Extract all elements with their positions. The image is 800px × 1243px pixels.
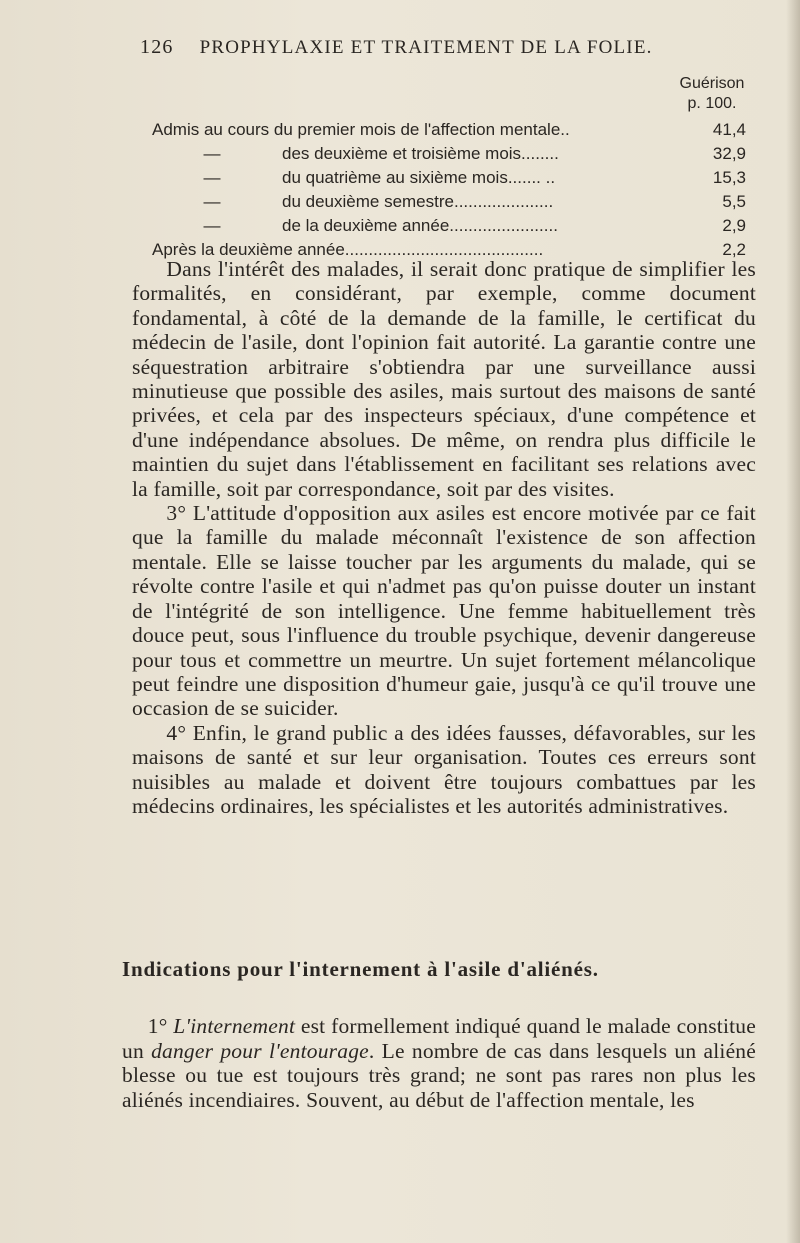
row-label: du quatrième au sixième mois....... .. — [282, 168, 556, 187]
text-run: est formellement indiqué quand le malade constitue un — [122, 1014, 756, 1063]
paragraph — [122, 1014, 756, 1112]
paragraph: Dans l'intérêt des malades, il serait donc pratique de simplifier les formalités, en considérant, par exemple, comme document fondamental, à côté de la demande de la famille, le certificat du médecin de l'asile, dont l'opinion fait autorité. La garantie contre une séquestration arbitraire s'obtiendra par une surveillance aussi minutieuse que possible des asiles, mais surtout des maisons de santé privées, et cela par des inspecteurs spéciaux, d'une compétence et d'une indépendance absolues. De même, on rendra plus difficile le maintien du sujet dans l'établissement en facilitant ses relations avec la famille, soit par correspondance, soit par des visites. — [132, 257, 756, 501]
page-number: 126 — [140, 36, 174, 58]
row-label: de la deuxième année....................... — [282, 216, 558, 235]
row-value: 2,2 — [722, 240, 746, 259]
row-value: 5,5 — [722, 192, 746, 211]
emphasis: L'internement — [173, 1014, 296, 1038]
row-label: du deuxième semestre..................... — [282, 192, 554, 211]
table-row — [152, 118, 746, 142]
running-title: PROPHYLAXIE ET TRAITEMENT DE LA FOLIE. — [199, 37, 653, 58]
text-run: . Le nombre de cas dans lesquels un aliéné blesse ou tue est toujours très grand; ne sont pas rares non plus les aliénés incendiaires. Souvent, au début de l'affection mentale, les — [122, 1038, 757, 1112]
row-value: 32,9 — [712, 144, 746, 163]
row-label: Admis au cours du premier mois de l'affection mentale.. — [152, 120, 570, 139]
section-heading: Indications pour l'internement à l'asile d'aliénés. — [122, 957, 599, 981]
table-row — [152, 190, 746, 214]
row-label: Après la deuxième année.......................................... — [152, 240, 544, 259]
section-text — [122, 1014, 756, 1112]
column-heading: Guérison — [679, 75, 745, 92]
row-dash: — — [203, 144, 221, 163]
row-value: 15,3 — [712, 168, 746, 187]
paragraph-number: 1° — [147, 1014, 174, 1038]
main-text — [132, 257, 756, 818]
paragraph: 3° L'attitude d'opposition aux asiles est encore motivée par ce fait que la famille du malade méconnaît l'existence de son affection mentale. Elle se laisse toucher par les arguments du malade, qui se révolte contre l'asile et qui n'admet pas qu'on puisse douter un instant de l'intégrité de son intelligence. Une femme habituellement très douce peut, sous l'influence du trouble psychique, devenir dangereuse pour tous et commettre un meurtre. Un sujet fortement mélancolique peut feindre une disposition d'humeur gaie, jusqu'à ce qu'il trouve une occasion de se suicider. — [132, 501, 756, 721]
page-edge-shadow — [786, 0, 800, 1243]
row-value: 2,9 — [722, 216, 746, 235]
row-dash: — — [203, 192, 221, 211]
row-dash: — — [203, 168, 221, 187]
running-header — [140, 36, 700, 59]
table-row — [152, 214, 746, 238]
emphasis: danger pour l'entourage — [151, 1038, 369, 1063]
column-unit: p. 100. — [687, 95, 737, 112]
row-dash: — — [203, 216, 221, 235]
paragraph: 4° Enfin, le grand public a des idées fausses, défavorables, sur les maisons de santé et sur leur organisation. Toutes ces erreurs sont nuisibles au malade et doivent être toujours combattues par les médecins ordinaires, les spécialistes et les autorités administratives. — [132, 720, 756, 818]
table-row — [152, 166, 746, 190]
row-value: 41,4 — [712, 120, 746, 139]
table-row — [152, 142, 746, 166]
row-label: des deuxième et troisième mois........ — [282, 144, 559, 163]
